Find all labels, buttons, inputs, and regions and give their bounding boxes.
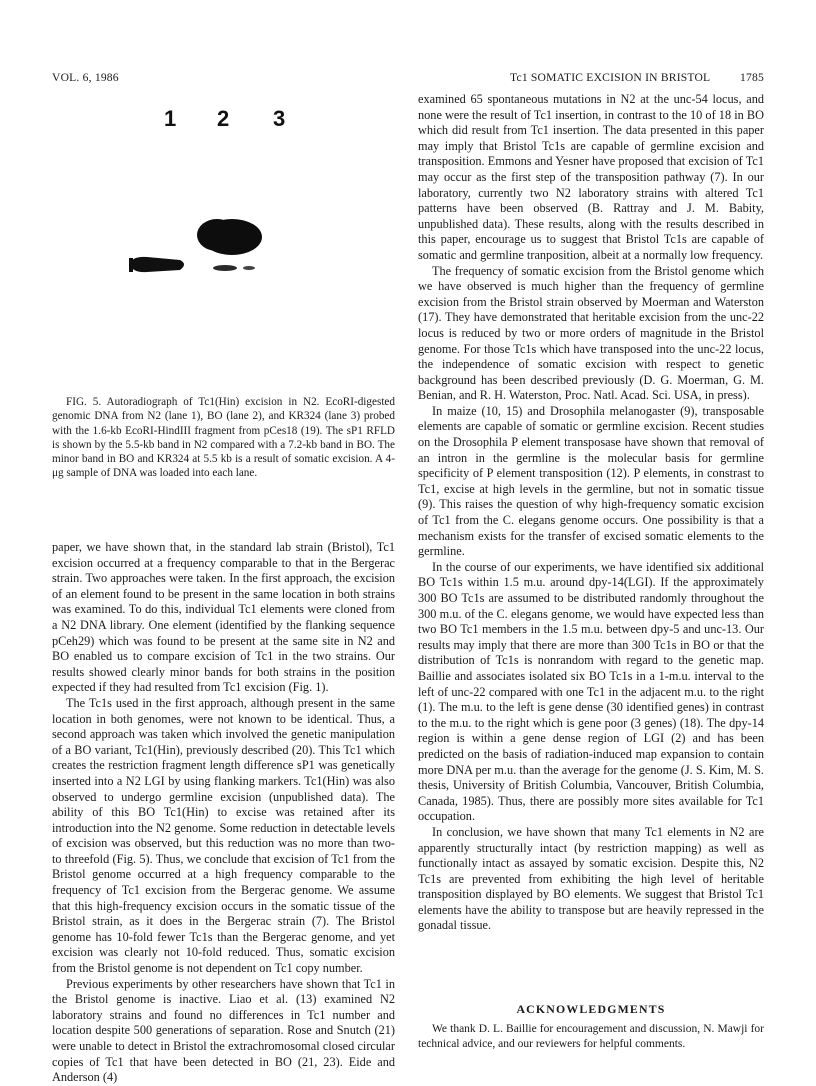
running-title: Tc1 SOMATIC EXCISION IN BRISTOL	[510, 71, 711, 84]
left-paragraph-1: paper, we have shown that, in the standard lab strain (Bristol), Tc1 excision occurred at a frequency comparable to that in the Bergerac strain. Two approaches were taken. In the first approach, the excision of an element found to be present in the same location in both strains was examined. To do this, individual Tc1 elements were cloned from a N2 DNA library. One element (identified by the flanking sequence pCeh29) which was found to be present at the same site in N2 and BO enabled us to compare excision of Tc1 in the two strains. Our results showed clearly minor bands for both strains in the position expected if they had resulted from Tc1 excision (Fig. 1).	[52, 540, 395, 695]
right-column	[418, 92, 764, 934]
right-paragraph-4: In the course of our experiments, we have identified six additional BO Tc1s within 1.5 m.u. around dpy-14(LGI). If the approximately 300 BO Tc1s are assumed to be distributed randomly throughout the 300 m.u. of the C. elegans genome, we would have expected less than two BO Tc1 members in the 1.5 m.u. between dpy-5 and unc-13. Our results may imply that there are more than 300 Tc1s in BO or that the distribution of Tc1s is nonrandom with regard to the genetic map. Baillie and associates isolated six BO Tc1s in a 1-m.u. interval to the left of unc-22 compared with one Tc1 in the adjacent m.u. to the right (1). The m.u. to the left is gene dense (30 identified genes) in contrast to the m.u. to the right which is gene poor (3 genes) (18). The dpy-14 region is within a gene dense region of LGI (2) and has been predicted on the basis of radiation-induced map expansion to contain more DNA per m.u. than the average for the genome (J. S. Kim, M. S. thesis, University of British Columbia, Vancouver, British Columbia, Canada, 1985). Thus, there are possibly more sites available for Tc1 occupation.	[418, 559, 764, 824]
band-lane1	[130, 257, 184, 272]
lane-label-1: 1	[164, 106, 177, 131]
acknowledgments-text: We thank D. L. Baillie for encouragement and discussion, N. Mawji for technical advice, and our reviewers for helpful comments.	[418, 1023, 764, 1050]
volume-label: VOL. 6, 1986	[52, 71, 119, 84]
band-lane2-upper	[197, 219, 237, 251]
page-number: 1785	[740, 71, 764, 84]
left-paragraph-3: Previous experiments by other researchers have shown that Tc1 in the Bristol genome is inactive. Liao et al. (13) examined N2 laboratory strains and found no differences in Tc1 number and location despite 500 generations of separation. Rose and Snutch (21) were unable to detect in Bristol the extrachromosomal closed circular copies of Tc1 that have been detected in BO (21, 23). Eide and Anderson (4)	[52, 976, 395, 1085]
left-paragraph-2: The Tc1s used in the first approach, although present in the same location in both genomes, were not known to be identical. Thus, a second approach was taken which involved the genetic manipulation of a BO variant, Tc1(Hin), previously described (20). This Tc1 which creates the restriction fragment length difference sP1 was genetically inserted into a N2 LGI by using flanking markers. Tc1(Hin) was also observed to undergo germline excision (unpublished data). The ability of this BO Tc1(Hin) to excise was retained after its introduction into the N2 genome. Some reduction in detectable levels of excision was observed, but this reduction was no more than two- to threefold (Fig. 5). Thus, we conclude that excision of Tc1 from the Bristol genome occurred at a high frequency comparable to the frequency of Tc1 excision from the Bergerac genome. We assume that this high-frequency excision occurs in the somatic tissue of the Bristol strain, as it does in the Bergerac strain (7). The Bristol genome has 10-fold fewer Tc1s than the Bergerac genome, and yet excision was clearly not 10-fold reduced. Thus, somatic excision from the Bristol genome is not dependent on Tc1 copy number.	[52, 695, 395, 976]
right-paragraph-5: In conclusion, we have shown that many Tc1 elements in N2 are apparently structurally intact (by restriction mapping) as well as functionally intact as assayed by somatic excision. Despite this, N2 Tc1s are prevented from exhibiting the high level of heritable transposition displayed by BO elements. We suggest that Bristol Tc1 elements have the ability to transpose but are heavily repressed in the gonadal tissue.	[418, 824, 764, 933]
right-paragraph-1: examined 65 spontaneous mutations in N2 at the unc-54 locus, and none were the result of Tc1 insertion, in contrast to the 10 of 18 in BO which did result from Tc1 insertion. The data presented in this paper may imply that Bristol Tc1s are capable of germline excision and transposition. Emmons and Yesner have proposed that excision of Tc1 may occur as the first step of the transposition pathway (7). In our laboratory, currently two N2 laboratory strains with altered Tc1 patterns have been observed (B. Rattray and J. M. Babity, unpublished data). These results, along with the results described in this paper, encourage us to suggest that Bristol Tc1s are capable of somatic and germline tranposition, albeit at a normally low frequency.	[418, 92, 764, 262]
lane-label-3: 3	[273, 106, 286, 131]
acknowledgments-heading: ACKNOWLEDGMENTS	[516, 1002, 666, 1016]
band-lane2-minor	[213, 265, 237, 271]
band-lane3-minor	[243, 266, 255, 270]
figure-caption: FIG. 5. Autoradiograph of Tc1(Hin) excision in N2. EcoRI-digested genomic DNA from N2 (lane 1), BO (lane 2), and KR324 (lane 3) probed with the 1.6-kb EcoRI-HindIII fragment from pCes18 (19). The sP1 RFLD is shown by the 5.5-kb band in N2 compared with a 7.2-kb band in BO. The minor band in BO and KR324 at 5.5 kb is a result of somatic excision. A 4-μg sample of DNA was loaded into each lane.	[52, 396, 395, 480]
left-column	[52, 540, 395, 1086]
gel-image	[52, 100, 395, 300]
right-paragraph-3: In maize (10, 15) and Drosophila melanogaster (9), transposable elements are capable of somatic or germline excision. Recent studies on the Drosophila P element transposase have shown that removal of an intron in the germline is the molecular basis for germline specificity of P element transposition (12). P elements, in constrast to Tc1, excise at high levels in the germline, but not in somatic tissue (9). This raises the question of why high-frequency somatic excision of Tc1 from the C. elegans genome occurs. One possibility is that a mechanism exists for the transfer of excised somatic elements to the germline.	[418, 403, 764, 559]
running-header	[52, 71, 764, 87]
lane-label-2: 2	[217, 106, 230, 131]
right-paragraph-2: The frequency of somatic excision from the Bristol genome which we have observed is much higher than the frequency of germline excision from the Bristol strain observed by Moerman and Waterston (17). They have demonstrated that heritable excision from the unc-22 locus is reduced by two or more orders of magnitude in the Bristol genome. For those Tc1s which have transposed into the unc-22 locus, the independence of somatic excision with respect to genetic background has been described previously (D. G. Moerman, G. M. Benian, and R. H. Waterston, Proc. Natl. Acad. Sci. USA, in press).	[418, 263, 764, 403]
band-lane1-edge	[129, 258, 133, 272]
autoradiograph-figure	[52, 100, 395, 300]
